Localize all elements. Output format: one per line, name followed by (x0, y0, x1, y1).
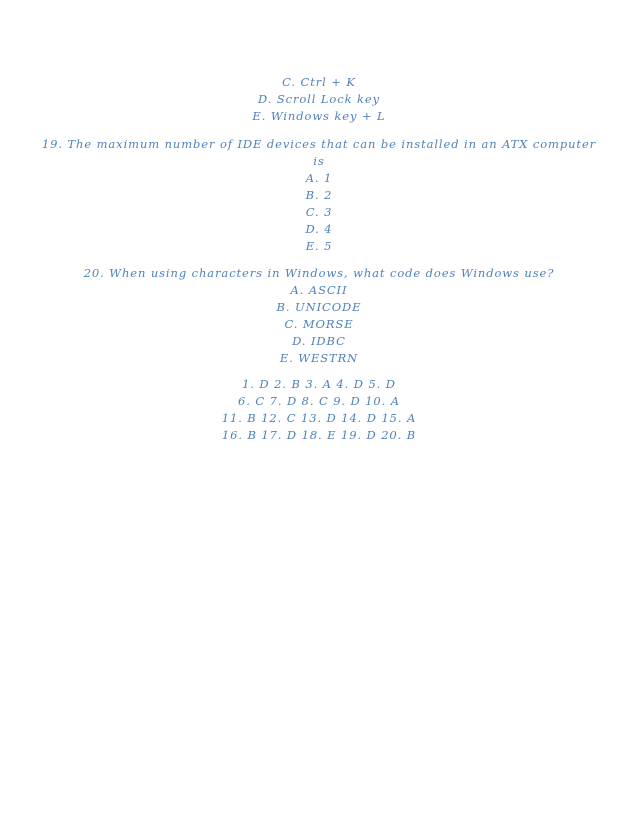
answer-key-row-2: 6. C 7. D 8. C 9. D 10. A (238, 394, 400, 408)
q20-question: 20. When using characters in Windows, what code does Windows use? (83, 266, 555, 280)
q18-option-c: C. Ctrl + K (282, 75, 356, 89)
q18-option-e: E. Windows key + L (252, 109, 386, 123)
q19-option-b: B. 2 (305, 188, 333, 202)
q20-option-c: C. MORSE (284, 317, 354, 331)
q19-option-a: A. 1 (305, 171, 333, 185)
q18-option-d: D. Scroll Lock key (258, 92, 380, 106)
answer-key-row-3: 11. B 12. C 13. D 14. D 15. A (221, 411, 417, 425)
q19-option-e: E. 5 (305, 239, 333, 253)
answer-key-row-4: 16. B 17. D 18. E 19. D 20. B (221, 428, 417, 442)
q19-option-c: C. 3 (305, 205, 333, 219)
q19-question: 19. The maximum number of IDE devices that can be installed in an ATX computer (41, 137, 597, 151)
q19-option-d: D. 4 (305, 222, 333, 236)
q20-option-e: E. WESTRN (279, 351, 359, 365)
q19-question-continued: is (313, 154, 325, 168)
answer-key-row-1: 1. D 2. B 3. A 4. D 5. D (242, 377, 396, 391)
q20-option-d: D. IDBC (292, 334, 346, 348)
q20-option-a: A. ASCII (290, 283, 348, 297)
q20-option-b: B. UNICODE (276, 300, 362, 314)
